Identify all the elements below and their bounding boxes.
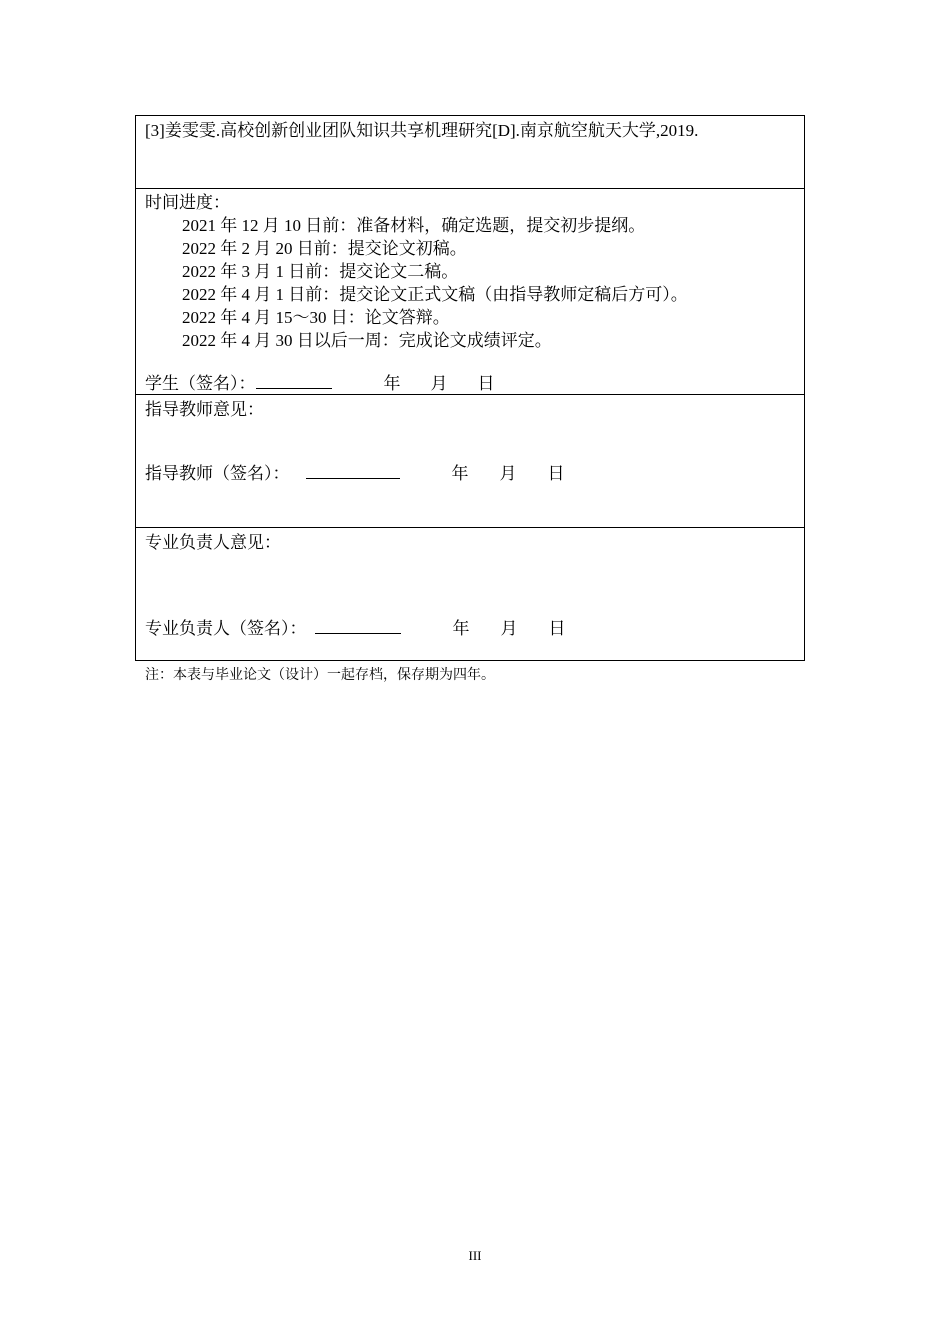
- major-head-year-label: 年: [452, 619, 470, 638]
- schedule-item: 2022 年 4 月 30 日以后一周：完成论文成绩评定。: [182, 331, 552, 350]
- major-head-opinion-cell: [136, 528, 804, 660]
- advisor-year-label: 年: [451, 464, 469, 483]
- schedule-item: 2022 年 4 月 1 日前：提交论文正式文稿（由指导教师定稿后方可）。: [182, 285, 688, 304]
- major-head-sign-label: 专业负责人（签名）：: [145, 619, 307, 638]
- form-table: [135, 115, 805, 661]
- schedule-heading: 时间进度：: [145, 193, 230, 212]
- major-head-day-label: 日: [548, 619, 566, 638]
- major-head-signature-row: [145, 617, 566, 640]
- student-signature-row: [145, 372, 495, 395]
- major-head-signature-field[interactable]: [315, 618, 401, 634]
- student-sign-label: 学生（签名）：: [145, 374, 256, 393]
- reference-cell: [136, 116, 804, 189]
- advisor-signature-field[interactable]: [306, 463, 400, 479]
- student-year-label: 年: [383, 374, 401, 393]
- schedule-cell: [136, 189, 804, 395]
- student-month-label: 月: [430, 374, 448, 393]
- advisor-month-label: 月: [499, 464, 517, 483]
- schedule-item: 2021 年 12 月 10 日前：准备材料，确定选题，提交初步提纲。: [182, 216, 646, 235]
- major-head-month-label: 月: [500, 619, 518, 638]
- schedule-item: 2022 年 3 月 1 日前：提交论文二稿。: [182, 262, 459, 281]
- student-signature-field[interactable]: [256, 373, 332, 389]
- advisor-opinion-heading: 指导教师意见：: [145, 400, 264, 419]
- advisor-sign-label: 指导教师（签名）：: [145, 464, 290, 483]
- advisor-opinion-cell: [136, 395, 804, 528]
- reference-text: [3]姜雯雯.高校创新创业团队知识共享机理研究[D].南京航空航天大学,2019.: [145, 121, 699, 140]
- schedule-item: 2022 年 2 月 20 日前：提交论文初稿。: [182, 239, 467, 258]
- schedule-item: 2022 年 4 月 15～30 日：论文答辩。: [182, 308, 450, 327]
- footnote: 注：本表与毕业论文（设计）一起存档，保存期为四年。: [145, 668, 495, 683]
- advisor-signature-row: [145, 462, 565, 485]
- student-day-label: 日: [477, 374, 495, 393]
- advisor-day-label: 日: [547, 464, 565, 483]
- major-head-opinion-heading: 专业负责人意见：: [145, 533, 281, 552]
- page-number: III: [468, 1248, 482, 1263]
